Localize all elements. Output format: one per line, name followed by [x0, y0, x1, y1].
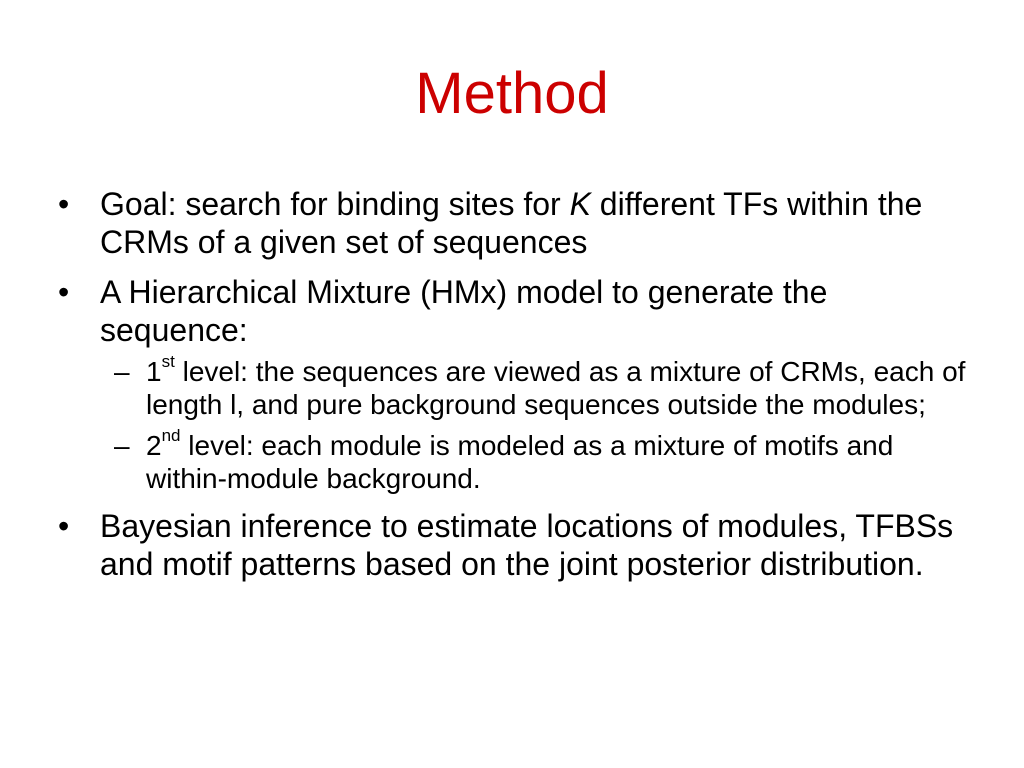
sub-bullet-first-sup: st [161, 351, 175, 371]
sub-bullet-first-level [100, 351, 968, 421]
sub-bullet-second-sup: nd [161, 425, 181, 445]
bullet-goal-text-after: different TFs within the CRMs of a given set of sequences [100, 186, 923, 260]
bullet-goal-italic-k: K [569, 186, 591, 222]
bullet-hmx-text: A Hierarchical Mixture (HMx) model to generate the sequence: [100, 274, 828, 348]
bullet-goal-text-before: Goal: search for binding sites for [100, 186, 570, 222]
bullet-bayesian [58, 507, 968, 583]
bullet-hmx-model [58, 273, 968, 495]
bullet-marker: • [58, 186, 70, 222]
sub-bullet-first-text: level: the sequences are viewed as a mixture of CRMs, each of length l, and pure background sequences outside the modules; [146, 356, 966, 420]
sub-bullet-first-num: 1 [146, 356, 162, 387]
sub-bullet-second-level [100, 425, 968, 495]
bullet-goal [58, 185, 968, 261]
bullet-bayesian-text: Bayesian inference to estimate locations of modules, TFBSs and motif patterns based on the joint posterior distribution. [100, 508, 954, 582]
bullet-marker: • [58, 508, 70, 544]
bullet-list [58, 185, 968, 595]
sub-bullet-list [100, 351, 968, 495]
bullet-marker: • [58, 274, 70, 310]
sub-bullet-marker: – [114, 430, 130, 461]
sub-bullet-second-text: level: each module is modeled as a mixture of motifs and within-module background. [146, 430, 894, 494]
sub-bullet-marker: – [114, 356, 130, 387]
slide-title: Method [415, 61, 609, 126]
sub-bullet-second-num: 2 [146, 430, 162, 461]
